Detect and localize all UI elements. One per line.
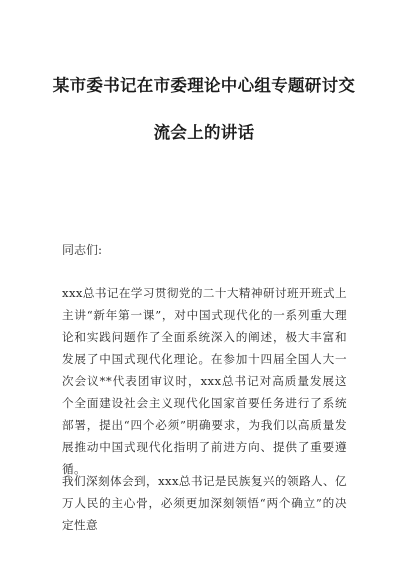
salutation: 同志们: <box>62 243 103 257</box>
body-paragraph: 我们深刻体会到，xxx总书记是民族复兴的领路人、亿万人民的主心骨，必须更加深刻领悟“两个确立”的决定性意 <box>62 474 347 532</box>
document-title-line-2: 流会上的讲话 <box>153 123 255 142</box>
document-title-line-1: 某市委书记在市委理论中心组专题研讨交 <box>52 76 356 95</box>
body-paragraph: xxx总书记在学习贯彻党的二十大精神研讨班开班式上主讲“新年第一课”，对中国式现代化的一系列重大理论和实践问题作了全面系统深入的阐述，极大丰富和发展了中国式现代化理论。在参加十四届全国人大一次会议**代表团审议时，xxx总书记对高质量发展这个全面建设社会主义现代化国家首要任务进行了系统部署，提出“四个必须”明确要求，为我们以高质量发展推动中国式现代化指明了前进方向、提供了重要遵循。 <box>62 286 347 476</box>
